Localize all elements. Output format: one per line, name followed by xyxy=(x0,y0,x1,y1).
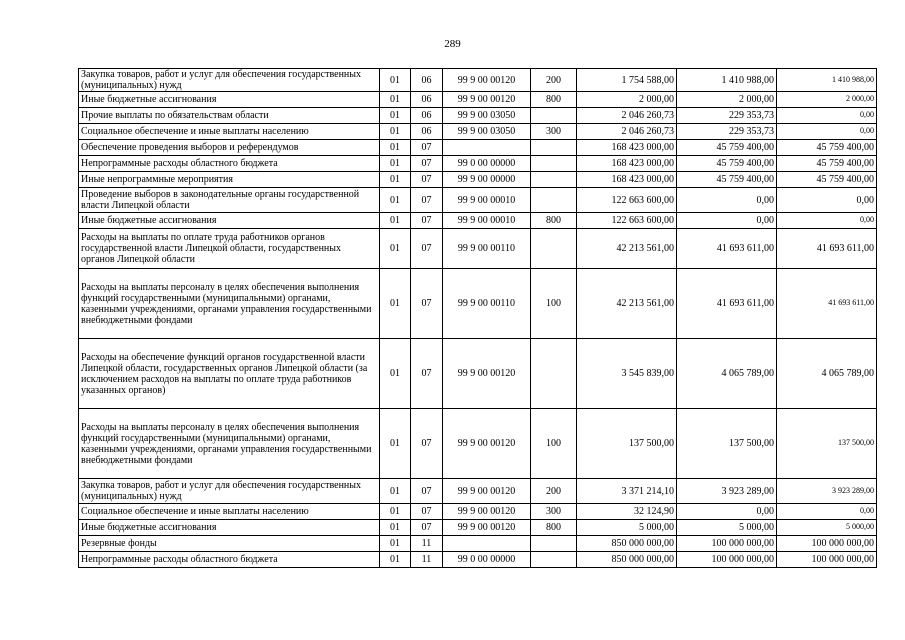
section-code-cell: 01 xyxy=(380,156,411,172)
amount-year-2-cell: 229 353,73 xyxy=(677,108,777,124)
amount-year-2-cell: 45 759 400,00 xyxy=(677,156,777,172)
section-code-cell: 01 xyxy=(380,124,411,140)
amount-year-1-cell: 2 046 260,73 xyxy=(577,108,677,124)
subsection-code-cell: 11 xyxy=(411,552,443,568)
expense-type-cell: 300 xyxy=(531,124,577,140)
expense-name-cell: Социальное обеспечение и иные выплаты населению xyxy=(79,124,380,140)
section-code-cell: 01 xyxy=(380,229,411,269)
section-code-cell: 01 xyxy=(380,479,411,504)
target-article-cell: 99 9 00 00120 xyxy=(443,409,531,479)
subsection-code-cell: 07 xyxy=(411,156,443,172)
section-code-cell: 01 xyxy=(380,339,411,409)
expense-type-cell xyxy=(531,188,577,213)
target-article-cell xyxy=(443,536,531,552)
subsection-code-cell: 07 xyxy=(411,229,443,269)
subsection-code-cell: 06 xyxy=(411,69,443,92)
section-code-cell: 01 xyxy=(380,172,411,188)
section-code-cell: 01 xyxy=(380,409,411,479)
section-code-cell: 01 xyxy=(380,520,411,536)
amount-year-1-cell: 42 213 561,00 xyxy=(577,269,677,339)
amount-year-3-cell: 100 000 000,00 xyxy=(777,552,877,568)
amount-year-1-cell: 2 000,00 xyxy=(577,92,677,108)
section-code-cell: 01 xyxy=(380,108,411,124)
table-row xyxy=(79,213,877,229)
amount-year-3-cell: 41 693 611,00 xyxy=(777,229,877,269)
table-row xyxy=(79,108,877,124)
subsection-code-cell: 06 xyxy=(411,124,443,140)
amount-year-2-cell: 41 693 611,00 xyxy=(677,229,777,269)
subsection-code-cell: 07 xyxy=(411,188,443,213)
table-row xyxy=(79,552,877,568)
expense-name-cell: Закупка товаров, работ и услуг для обеспечения государственных (муниципальных) нужд xyxy=(79,479,380,504)
amount-year-2-cell: 100 000 000,00 xyxy=(677,536,777,552)
expense-name-cell: Закупка товаров, работ и услуг для обеспечения государственных (муниципальных) нужд xyxy=(79,69,380,92)
table-row xyxy=(79,229,877,269)
expense-type-cell: 800 xyxy=(531,520,577,536)
amount-year-2-cell: 45 759 400,00 xyxy=(677,172,777,188)
section-code-cell: 01 xyxy=(380,69,411,92)
table-row xyxy=(79,69,877,92)
subsection-code-cell: 06 xyxy=(411,92,443,108)
section-code-cell: 01 xyxy=(380,92,411,108)
subsection-code-cell: 07 xyxy=(411,269,443,339)
amount-year-2-cell: 5 000,00 xyxy=(677,520,777,536)
target-article-cell xyxy=(443,140,531,156)
expense-name-cell: Непрограммные расходы областного бюджета xyxy=(79,552,380,568)
amount-year-3-cell: 0,00 xyxy=(777,108,877,124)
amount-year-1-cell: 42 213 561,00 xyxy=(577,229,677,269)
expense-type-cell: 100 xyxy=(531,409,577,479)
amount-year-3-cell: 45 759 400,00 xyxy=(777,156,877,172)
amount-year-2-cell: 4 065 789,00 xyxy=(677,339,777,409)
amount-year-1-cell: 168 423 000,00 xyxy=(577,172,677,188)
table-row xyxy=(79,92,877,108)
amount-year-3-cell: 41 693 611,00 xyxy=(777,269,877,339)
budget-table-body xyxy=(79,69,877,568)
amount-year-2-cell: 229 353,73 xyxy=(677,124,777,140)
amount-year-1-cell: 137 500,00 xyxy=(577,409,677,479)
expense-type-cell: 200 xyxy=(531,479,577,504)
subsection-code-cell: 07 xyxy=(411,520,443,536)
table-row xyxy=(79,172,877,188)
expense-name-cell: Расходы на обеспечение функций органов государственной власти Липецкой области, государственных органов Липецкой области (за исключением расходов на выплаты по оплате труда работников указанных органов) xyxy=(79,339,380,409)
amount-year-2-cell: 45 759 400,00 xyxy=(677,140,777,156)
expense-name-cell: Иные бюджетные ассигнования xyxy=(79,213,380,229)
expense-name-cell: Непрограммные расходы областного бюджета xyxy=(79,156,380,172)
subsection-code-cell: 07 xyxy=(411,140,443,156)
amount-year-2-cell: 1 410 988,00 xyxy=(677,69,777,92)
amount-year-3-cell: 0,00 xyxy=(777,188,877,213)
target-article-cell: 99 9 00 00120 xyxy=(443,92,531,108)
amount-year-2-cell: 0,00 xyxy=(677,213,777,229)
section-code-cell: 01 xyxy=(380,188,411,213)
amount-year-1-cell: 5 000,00 xyxy=(577,520,677,536)
expense-name-cell: Расходы на выплаты по оплате труда работников органов государственной власти Липецкой области, государственных органов Липецкой области xyxy=(79,229,380,269)
amount-year-3-cell: 0,00 xyxy=(777,504,877,520)
target-article-cell: 99 9 00 03050 xyxy=(443,124,531,140)
amount-year-3-cell: 0,00 xyxy=(777,213,877,229)
amount-year-1-cell: 1 754 588,00 xyxy=(577,69,677,92)
expense-name-cell: Расходы на выплаты персоналу в целях обеспечения выполнения функций государственными (муниципальными) органами, казенными учреждениями, органами управления государственными внебюджетными фондами xyxy=(79,269,380,339)
expense-type-cell: 800 xyxy=(531,92,577,108)
expense-type-cell xyxy=(531,140,577,156)
target-article-cell: 99 9 00 00110 xyxy=(443,269,531,339)
target-article-cell: 99 9 00 00110 xyxy=(443,229,531,269)
amount-year-2-cell: 3 923 289,00 xyxy=(677,479,777,504)
subsection-code-cell: 07 xyxy=(411,479,443,504)
table-row xyxy=(79,504,877,520)
amount-year-1-cell: 168 423 000,00 xyxy=(577,140,677,156)
subsection-code-cell: 07 xyxy=(411,504,443,520)
expense-type-cell xyxy=(531,172,577,188)
amount-year-1-cell: 850 000 000,00 xyxy=(577,552,677,568)
target-article-cell: 99 9 00 00000 xyxy=(443,172,531,188)
subsection-code-cell: 07 xyxy=(411,172,443,188)
target-article-cell: 99 0 00 00000 xyxy=(443,552,531,568)
amount-year-3-cell: 3 923 289,00 xyxy=(777,479,877,504)
amount-year-1-cell: 2 046 260,73 xyxy=(577,124,677,140)
budget-table xyxy=(78,68,877,568)
amount-year-1-cell: 122 663 600,00 xyxy=(577,213,677,229)
table-row xyxy=(79,156,877,172)
expense-name-cell: Расходы на выплаты персоналу в целях обеспечения выполнения функций государственными (муниципальными) органами, казенными учреждениями, органами управления государственными внебюджетными фондами xyxy=(79,409,380,479)
expense-type-cell: 200 xyxy=(531,69,577,92)
subsection-code-cell: 11 xyxy=(411,536,443,552)
table-row xyxy=(79,339,877,409)
amount-year-2-cell: 0,00 xyxy=(677,504,777,520)
expense-type-cell xyxy=(531,339,577,409)
target-article-cell: 99 9 00 03050 xyxy=(443,108,531,124)
subsection-code-cell: 07 xyxy=(411,339,443,409)
table-row xyxy=(79,520,877,536)
amount-year-1-cell: 122 663 600,00 xyxy=(577,188,677,213)
target-article-cell: 99 0 00 00000 xyxy=(443,156,531,172)
page-number: 289 xyxy=(444,38,461,50)
amount-year-2-cell: 0,00 xyxy=(677,188,777,213)
table-row xyxy=(79,124,877,140)
amount-year-3-cell: 2 000,00 xyxy=(777,92,877,108)
section-code-cell: 01 xyxy=(380,504,411,520)
expense-type-cell: 300 xyxy=(531,504,577,520)
expense-name-cell: Социальное обеспечение и иные выплаты населению xyxy=(79,504,380,520)
expense-type-cell xyxy=(531,156,577,172)
target-article-cell: 99 9 00 00010 xyxy=(443,213,531,229)
amount-year-1-cell: 32 124,90 xyxy=(577,504,677,520)
amount-year-2-cell: 41 693 611,00 xyxy=(677,269,777,339)
amount-year-1-cell: 168 423 000,00 xyxy=(577,156,677,172)
expense-name-cell: Иные непрограммные мероприятия xyxy=(79,172,380,188)
section-code-cell: 01 xyxy=(380,552,411,568)
amount-year-1-cell: 3 545 839,00 xyxy=(577,339,677,409)
table-row xyxy=(79,409,877,479)
amount-year-3-cell: 5 000,00 xyxy=(777,520,877,536)
table-row xyxy=(79,140,877,156)
amount-year-2-cell: 2 000,00 xyxy=(677,92,777,108)
expense-name-cell: Иные бюджетные ассигнования xyxy=(79,520,380,536)
subsection-code-cell: 07 xyxy=(411,409,443,479)
section-code-cell: 01 xyxy=(380,213,411,229)
target-article-cell: 99 9 00 00120 xyxy=(443,339,531,409)
section-code-cell: 01 xyxy=(380,140,411,156)
expense-type-cell: 100 xyxy=(531,269,577,339)
target-article-cell: 99 9 00 00010 xyxy=(443,188,531,213)
amount-year-1-cell: 3 371 214,10 xyxy=(577,479,677,504)
section-code-cell: 01 xyxy=(380,536,411,552)
expense-type-cell xyxy=(531,229,577,269)
target-article-cell: 99 9 00 00120 xyxy=(443,69,531,92)
amount-year-3-cell: 0,00 xyxy=(777,124,877,140)
table-row xyxy=(79,536,877,552)
table-row xyxy=(79,269,877,339)
target-article-cell: 99 9 00 00120 xyxy=(443,504,531,520)
section-code-cell: 01 xyxy=(380,269,411,339)
expense-name-cell: Проведение выборов в законодательные органы государственной власти Липецкой области xyxy=(79,188,380,213)
amount-year-3-cell: 137 500,00 xyxy=(777,409,877,479)
expense-type-cell: 800 xyxy=(531,213,577,229)
subsection-code-cell: 06 xyxy=(411,108,443,124)
target-article-cell: 99 9 00 00120 xyxy=(443,520,531,536)
amount-year-2-cell: 137 500,00 xyxy=(677,409,777,479)
expense-type-cell xyxy=(531,536,577,552)
amount-year-3-cell: 45 759 400,00 xyxy=(777,172,877,188)
amount-year-2-cell: 100 000 000,00 xyxy=(677,552,777,568)
expense-type-cell xyxy=(531,108,577,124)
amount-year-3-cell: 1 410 988,00 xyxy=(777,69,877,92)
amount-year-1-cell: 850 000 000,00 xyxy=(577,536,677,552)
expense-type-cell xyxy=(531,552,577,568)
expense-name-cell: Прочие выплаты по обязательствам области xyxy=(79,108,380,124)
amount-year-3-cell: 4 065 789,00 xyxy=(777,339,877,409)
table-row xyxy=(79,479,877,504)
amount-year-3-cell: 45 759 400,00 xyxy=(777,140,877,156)
subsection-code-cell: 07 xyxy=(411,213,443,229)
expense-name-cell: Иные бюджетные ассигнования xyxy=(79,92,380,108)
expense-name-cell: Резервные фонды xyxy=(79,536,380,552)
amount-year-3-cell: 100 000 000,00 xyxy=(777,536,877,552)
table-row xyxy=(79,188,877,213)
expense-name-cell: Обеспечение проведения выборов и референдумов xyxy=(79,140,380,156)
target-article-cell: 99 9 00 00120 xyxy=(443,479,531,504)
